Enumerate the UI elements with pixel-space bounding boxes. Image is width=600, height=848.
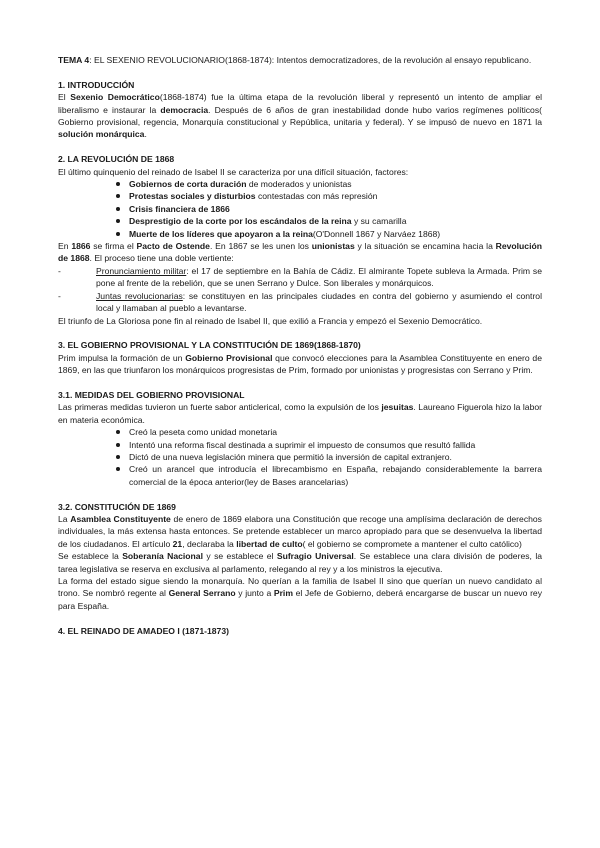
- measures-list: [58, 426, 542, 488]
- section-heading-gobierno-provisional: 3. EL GOBIERNO PROVISIONAL Y LA CONSTITUCIÓN DE 1869(1868-1870): [58, 340, 361, 351]
- list-item: Dictó de una nueva legislación minera que permitió la inversión de capital extranjero.: [58, 451, 542, 463]
- list-item: Creó la peseta como unidad monetaria: [58, 426, 542, 438]
- document-title: TEMA 4: EL SEXENIO REVOLUCIONARIO(1868-1874): Intentos democratizadores, de la revolución al ensayo republicano.: [58, 55, 532, 65]
- list-item: Crisis financiera de 1866: [58, 203, 542, 215]
- list-item: Protestas sociales y disturbios contestadas con más represión: [58, 190, 542, 202]
- paragraph: El Sexenio Democrático(1868-1874) fue la última etapa de la revolución liberal y representó un intento de ampliar el liberalismo e instaurar la democracia. Después de 6 años de gran inestabilidad donde hubo varios regímenes políticos( Gobierno provisional, regencia, Monarquía constitucional y República, unitaria y federal). Y se impusó de nuevo en 1871 la solución monárquica.: [58, 92, 543, 140]
- list-item: - Pronunciamiento militar: el 17 de septiembre en la Bahía de Cádiz. El almirante Topete subleva la Armada. Prim se pone al frente de la rebelión, que se unen Serrano y Dulce. Son liberales y monárquicos.: [58, 265, 542, 290]
- section-heading-medidas: 3.1. MEDIDAS DEL GOBIERNO PROVISIONAL: [58, 389, 245, 400]
- process-list: [58, 265, 542, 315]
- paragraph: Las primeras medidas tuvieron un fuerte sabor anticlerical, como la expulsión de los jesuitas. Laureano Figuerola hizo la labor en materia económica.: [58, 402, 542, 425]
- paragraph: El último quinquenio del reinado de Isabel II se caracteriza por una difícil situación, factores:: [58, 166, 409, 177]
- paragraph: Prim impulsa la formación de un Gobierno Provisional que convocó elecciones para la Asamblea Constituyente en enero de 1869, en las que triunfaron los monárquicos progresistas de Prim, formado por unionistas y progresistas con Serrano y Prim.: [58, 352, 542, 376]
- paragraph: El triunfo de La Gloriosa pone fin al reinado de Isabel II, que exilió a Francia y empezó el Sexenio Democrático.: [58, 315, 483, 326]
- paragraph: Se establece la Soberanía Nacional y se establece el Sufragio Universal. Se establece una clara división de poderes, la tarea legislativa se reserva en exclusiva al parlamento, relegando al rey y a los ministros la ejecutiva.: [58, 551, 543, 574]
- factors-list: [58, 178, 542, 240]
- document-page: [58, 54, 542, 637]
- section-heading-constitucion: 3.2. CONSTITUCIÓN DE 1869: [58, 501, 176, 512]
- section-heading-revolucion: 2. LA REVOLUCIÓN DE 1868: [58, 154, 175, 165]
- list-item: Intentó una reforma fiscal destinada a suprimir el impuesto de consumos que resultó fallida: [58, 439, 542, 451]
- paragraph: En 1866 se firma el Pacto de Ostende. En 1867 se les unen los unionistas y la situación se encamina hacia la Revolución de 1868. El proceso tiene una doble vertiente:: [58, 241, 542, 264]
- list-item: Gobiernos de corta duración de moderados y unionistas: [58, 178, 542, 190]
- paragraph: La forma del estado sigue siendo la monarquía. No querían a la familia de Isabel II sino que querían un nuevo candidato al trono. Se nombró regente al General Serrano y junto a Prim el Jefe de Gobierno, deberá encargarse de buscar un nuevo rey para España.: [58, 575, 543, 611]
- section-heading-introduccion: 1. INTRODUCCIÓN: [58, 79, 135, 90]
- list-item: Desprestigio de la corte por los escándalos de la reina y su camarilla: [58, 215, 542, 227]
- section-heading-amadeo: 4. EL REINADO DE AMADEO I (1871-1873): [58, 625, 229, 636]
- paragraph: La Asamblea Constituyente de enero de 1869 elabora una Constitución que recoge una amplísima declaración de derechos individuales, la más extensa hasta entonces. Se pretende establecer un marco apropiado para que se desenvuelva la libertad de los ciudadanos. El artículo 21, declaraba la libertad de culto( el gobierno se compromete a mantener el culto católico): [58, 513, 542, 549]
- list-item: - Juntas revolucionarias: se constituyen en las principales ciudades en contra del gobierno y asumiendo el control local y llamaban al pueblo a levantarse.: [58, 290, 542, 315]
- list-item: Creó un arancel que introducía el librecambismo en España, rebajando considerablemente la barrera comercial de la época anterior(ley de Bases arancelarias): [58, 463, 542, 488]
- list-item: Muerte de los líderes que apoyaron a la reina(O'Donnell 1867 y Narváez 1868): [58, 228, 542, 240]
